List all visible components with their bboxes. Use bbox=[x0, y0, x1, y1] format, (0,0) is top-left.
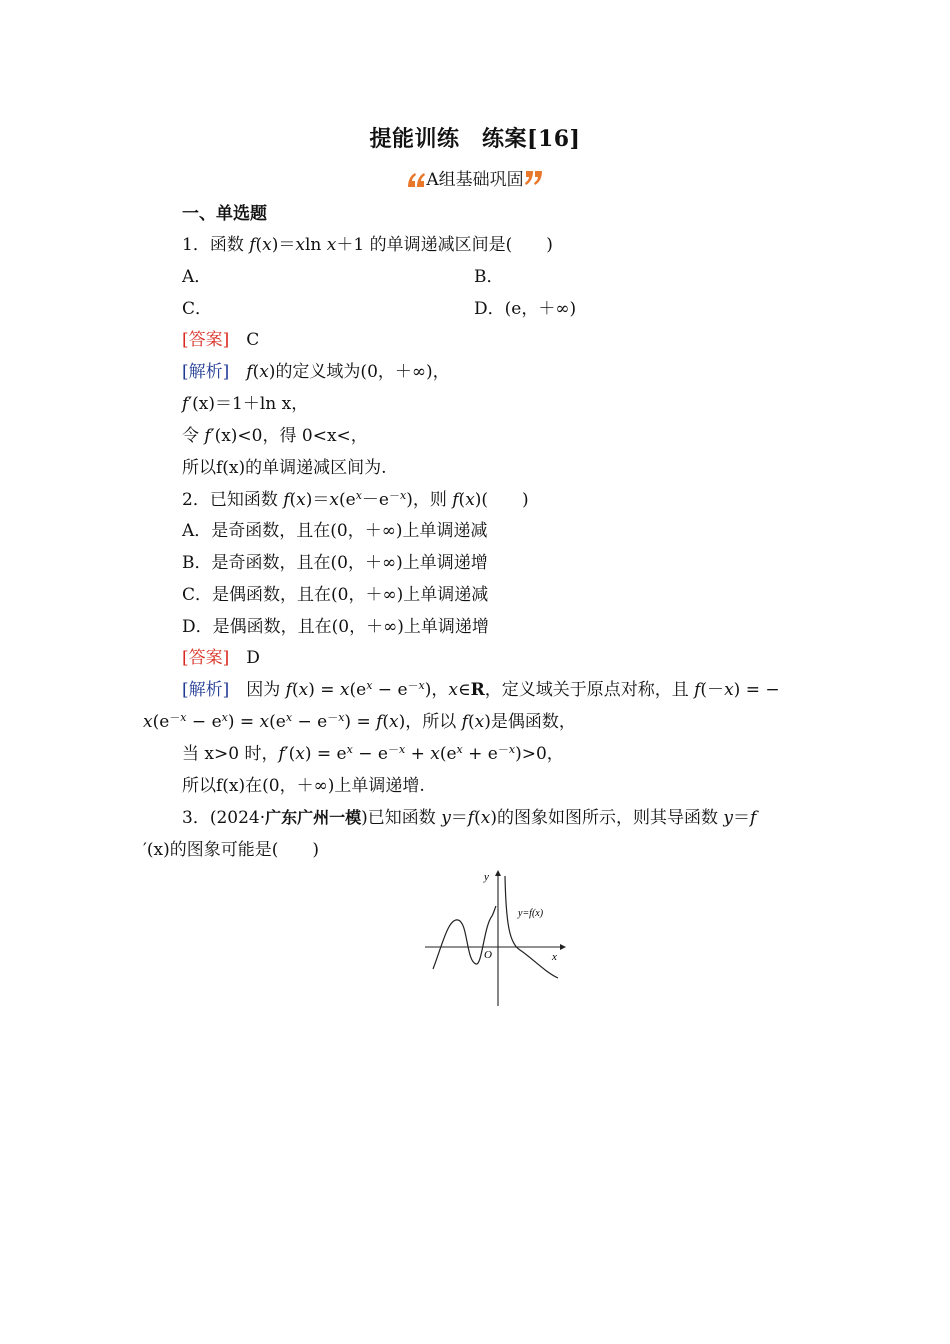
q2-analysis-1: [解析] 因为 $f(x) = x(e^x - e^{-x})$，x∈R，定义域关于原点对称，且 f(－x) = − bbox=[182, 679, 780, 700]
y-axis-label: y bbox=[484, 871, 489, 883]
q1-option-b: B． bbox=[474, 267, 504, 287]
answer-tag: [答案] bbox=[182, 330, 230, 350]
close-quote-icon bbox=[524, 169, 544, 189]
q3-source: 广东广州一模 bbox=[265, 808, 362, 827]
q1-option-d: D．(e，＋∞) bbox=[474, 299, 577, 319]
q2-option-b: B．是奇函数，且在(0，＋∞)上单调递增 bbox=[182, 553, 488, 573]
q2-analysis-3: 当 x>0 时，$f'(x) = e^x - e^{-x} + x(e^x + e^{-x})>0$， bbox=[182, 743, 564, 764]
group-heading-text: A组基础巩固 bbox=[426, 170, 524, 190]
q3-stem-1: 3．(2024·广东广州一模)已知函数 y＝f(x)的图象如图所示，则其导函数 y＝f bbox=[182, 808, 757, 828]
q1-option-c: C． bbox=[182, 299, 213, 319]
q1-answer: [答案] C bbox=[182, 330, 260, 350]
q2-option-c: C．是偶函数，且在(0，＋∞)上单调递减 bbox=[182, 585, 489, 605]
q2-stem: 2．已知函数 $f(x)=x(e^x-e^{-x})$，则 f(x)( ) bbox=[182, 489, 529, 510]
q1-option-a: A． bbox=[182, 267, 212, 287]
q1-analysis-2: f′(x)＝1＋ln x， bbox=[182, 394, 309, 414]
curve-label: y=f(x) bbox=[518, 908, 544, 919]
q3-stem-2: ′(x)的图象可能是( ) bbox=[143, 840, 319, 860]
q1-analysis-4: 所以f(x)的单调递减区间为. bbox=[182, 458, 387, 478]
page-title: 提能训练 练案[16] bbox=[369, 126, 581, 152]
curve-right bbox=[505, 876, 558, 978]
q1-analysis-3: 令 f′(x)<0，得 0<x<， bbox=[182, 426, 368, 446]
q2-option-d: D．是偶函数，且在(0，＋∞)上单调递增 bbox=[182, 617, 489, 637]
x-axis-label: x bbox=[552, 951, 557, 963]
function-graph-figure bbox=[420, 866, 570, 1011]
q2-answer: [答案] D bbox=[182, 648, 260, 668]
analysis-tag: [解析] bbox=[182, 362, 230, 382]
open-quote-icon bbox=[406, 169, 426, 189]
q2-analysis-2: $x(e^{-x} - e^x) = x(e^x - e^{-x}) = f(x)$，所以 f(x)是偶函数， bbox=[143, 711, 576, 732]
analysis-tag: [解析] bbox=[182, 680, 230, 700]
answer-tag: [答案] bbox=[182, 648, 230, 668]
x-axis-arrow bbox=[560, 944, 566, 950]
q1-analysis-1: [解析] f(x)的定义域为(0，＋∞)， bbox=[182, 362, 450, 382]
q1-stem: 1．函数 f(x)＝xln x＋1 的单调递减区间是( ) bbox=[182, 235, 553, 255]
q2-option-a: A．是奇函数，且在(0，＋∞)上单调递减 bbox=[182, 521, 488, 541]
group-heading bbox=[0, 168, 950, 192]
origin-label: O bbox=[484, 949, 492, 961]
section-heading: 一、单选题 bbox=[182, 204, 267, 224]
q2-analysis-4: 所以f(x)在(0，＋∞)上单调递增. bbox=[182, 776, 425, 796]
y-axis-arrow bbox=[495, 870, 501, 876]
